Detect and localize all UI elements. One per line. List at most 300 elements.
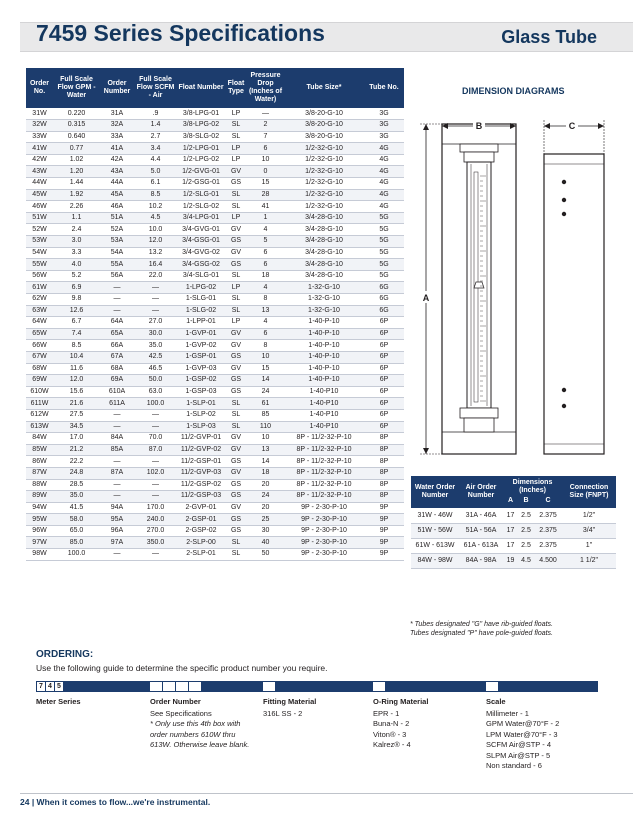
order-number-note-3: 613W. Otherwise leave blank. xyxy=(150,740,250,749)
table-cell: 6P xyxy=(364,351,404,363)
table-row xyxy=(411,538,616,553)
table-cell: 35.0 xyxy=(134,340,177,352)
table-row xyxy=(26,525,404,537)
table-cell: 52A xyxy=(100,224,134,236)
label-c: C xyxy=(568,121,576,131)
table-cell: 41W xyxy=(26,143,53,155)
table-cell: 1/2-32-G-10 xyxy=(284,189,364,201)
table-cell: 1-GVP-02 xyxy=(177,340,225,352)
table-cell: 2.5 xyxy=(518,508,534,523)
table-cell: 20 xyxy=(247,502,284,514)
table-cell: 50 xyxy=(247,549,284,561)
table-cell: 66A xyxy=(100,340,134,352)
table-cell: 5G xyxy=(364,270,404,282)
table-cell: GV xyxy=(225,363,247,375)
oring-material-column xyxy=(373,697,428,751)
table-cell: 70.0 xyxy=(134,433,177,445)
table-cell: 85W xyxy=(26,444,53,456)
label-b: B xyxy=(475,121,483,131)
table-cell: 85A xyxy=(100,444,134,456)
table-cell: 2.375 xyxy=(534,523,562,538)
table-cell: SL xyxy=(225,120,247,132)
table-cell: 94W xyxy=(26,502,53,514)
table-cell: GS xyxy=(225,386,247,398)
table-cell: — xyxy=(134,305,177,317)
table-cell: 612W xyxy=(26,409,53,421)
order-number-header: Order Number xyxy=(150,697,201,706)
table-cell: 1-LPG-02 xyxy=(177,282,225,294)
table-cell: 1/2-LPG-02 xyxy=(177,154,225,166)
table-cell: 30 xyxy=(247,525,284,537)
table-cell: — xyxy=(134,421,177,433)
table-cell: 50.0 xyxy=(134,375,177,387)
table-cell: — xyxy=(100,282,134,294)
specifications-table xyxy=(26,68,404,561)
table-cell: 86W xyxy=(26,456,53,468)
table-cell: 1.20 xyxy=(53,166,100,178)
table-row xyxy=(26,120,404,132)
table-row xyxy=(26,444,404,456)
table-cell: 84W xyxy=(26,433,53,445)
table-cell: 9P xyxy=(364,537,404,549)
oring-item: Buna-N - 2 xyxy=(373,719,410,728)
table-cell: 9.8 xyxy=(53,294,100,306)
table-cell: 1-SLP-03 xyxy=(177,421,225,433)
table-cell: 96W xyxy=(26,525,53,537)
table-cell: LP xyxy=(225,143,247,155)
page-title: 7459 Series Specifications xyxy=(36,20,325,46)
table-row xyxy=(26,259,404,271)
table-cell: 3/4-LPG-01 xyxy=(177,212,225,224)
table-cell: 14 xyxy=(247,375,284,387)
table-cell: 85.0 xyxy=(53,537,100,549)
side-view xyxy=(544,154,604,454)
table-cell: 9P - 2-30-P-10 xyxy=(284,502,364,514)
table-cell: SL xyxy=(225,189,247,201)
table-cell: 4 xyxy=(247,282,284,294)
table-row xyxy=(26,143,404,155)
table-row xyxy=(26,189,404,201)
table-cell: 68A xyxy=(100,363,134,375)
table-cell: 8.5 xyxy=(53,340,100,352)
table-cell: 24 xyxy=(247,386,284,398)
table-cell: 1 xyxy=(247,212,284,224)
table-cell: LP xyxy=(225,108,247,120)
table-cell: 1-40-P-10 xyxy=(284,363,364,375)
code-box-oring xyxy=(373,682,385,691)
table-cell: 67A xyxy=(100,351,134,363)
table-cell: 8P - 11/2-32-P-10 xyxy=(284,467,364,479)
table-cell: — xyxy=(134,491,177,503)
table-cell: GS xyxy=(225,351,247,363)
tube-note-line-1: * Tubes designated "G" have rib-guided floats. xyxy=(410,621,553,628)
table-cell: 6P xyxy=(364,386,404,398)
table-cell: 3/4" xyxy=(562,523,616,538)
table-row xyxy=(26,398,404,410)
table-cell: 350.0 xyxy=(134,537,177,549)
table-cell: 58.0 xyxy=(53,514,100,526)
table-cell: 10.0 xyxy=(134,224,177,236)
table-row xyxy=(26,294,404,306)
spec-column-header: Order Number xyxy=(100,68,134,108)
table-row xyxy=(26,491,404,503)
table-cell: 5.2 xyxy=(53,270,100,282)
table-cell: 3/4-GSG-01 xyxy=(177,236,225,248)
table-cell: 9P - 2-30-P-10 xyxy=(284,537,364,549)
table-cell: 1-GVP-01 xyxy=(177,328,225,340)
table-cell: 1/2-SLG-02 xyxy=(177,201,225,213)
oring-item: Viton® - 3 xyxy=(373,729,407,739)
table-cell: GS xyxy=(225,491,247,503)
table-cell: 87W xyxy=(26,467,53,479)
table-cell: — xyxy=(100,294,134,306)
table-cell: 8P xyxy=(364,433,404,445)
table-cell: 170.0 xyxy=(134,502,177,514)
table-cell: 2-GSP-02 xyxy=(177,525,225,537)
table-cell: 9P xyxy=(364,525,404,537)
table-cell: 270.0 xyxy=(134,525,177,537)
table-cell: 28.5 xyxy=(53,479,100,491)
table-row xyxy=(26,502,404,514)
table-row xyxy=(26,224,404,236)
table-cell: 0.315 xyxy=(53,120,100,132)
table-cell: 6P xyxy=(364,340,404,352)
table-cell: 1-32-G-10 xyxy=(284,282,364,294)
dim-header-air: Air Order Number xyxy=(459,476,503,508)
scale-item: GPM Water@70°F - 2 xyxy=(486,719,560,728)
table-cell: 3/4-28-G-10 xyxy=(284,236,364,248)
table-cell: 5.0 xyxy=(134,166,177,178)
table-cell: 1-LPP-01 xyxy=(177,317,225,329)
table-cell: 8P - 11/2-32-P-10 xyxy=(284,491,364,503)
table-cell: 9P xyxy=(364,514,404,526)
table-cell: 6P xyxy=(364,328,404,340)
table-cell: 8P xyxy=(364,467,404,479)
table-row xyxy=(26,363,404,375)
table-cell: 15.6 xyxy=(53,386,100,398)
table-cell: 54A xyxy=(100,247,134,259)
table-cell: 2 xyxy=(247,120,284,132)
table-cell: 2.375 xyxy=(534,538,562,553)
table-row xyxy=(26,178,404,190)
table-cell: GV xyxy=(225,502,247,514)
table-cell: 8 xyxy=(247,294,284,306)
table-cell: 5G xyxy=(364,259,404,271)
table-cell: 97A xyxy=(100,537,134,549)
table-cell: 84W - 98W xyxy=(411,553,459,568)
table-cell: 18 xyxy=(247,270,284,282)
table-cell: 30.0 xyxy=(134,328,177,340)
table-cell: GS xyxy=(225,259,247,271)
table-cell: 610W xyxy=(26,386,53,398)
scale-item: Non standard - 6 xyxy=(486,761,542,770)
table-row xyxy=(26,549,404,561)
scale-item: LPM Water@70°F - 3 xyxy=(486,729,558,739)
table-cell: 1-SLG-02 xyxy=(177,305,225,317)
table-cell: 66W xyxy=(26,340,53,352)
table-cell: 8P xyxy=(364,491,404,503)
table-cell: 45W xyxy=(26,189,53,201)
table-cell: 4.5 xyxy=(518,553,534,568)
table-cell: 25 xyxy=(247,514,284,526)
table-cell: 67W xyxy=(26,351,53,363)
table-cell: 69W xyxy=(26,375,53,387)
table-cell: 1/2-SLG-01 xyxy=(177,189,225,201)
table-cell: 17 xyxy=(503,538,518,553)
order-number-line: See Specifications xyxy=(150,708,212,718)
table-cell: 6P xyxy=(364,398,404,410)
table-cell: 1/2-32-G-10 xyxy=(284,201,364,213)
table-row xyxy=(26,154,404,166)
table-row xyxy=(26,317,404,329)
table-cell: 31A - 46A xyxy=(459,508,503,523)
table-cell: 1/2-32-G-10 xyxy=(284,154,364,166)
table-cell: 32W xyxy=(26,120,53,132)
table-cell: LP xyxy=(225,282,247,294)
table-cell: 3/4-GVG-01 xyxy=(177,224,225,236)
table-row xyxy=(26,340,404,352)
table-row xyxy=(26,386,404,398)
table-cell: 41A xyxy=(100,143,134,155)
table-row xyxy=(26,328,404,340)
table-cell: 1/2-32-G-10 xyxy=(284,178,364,190)
table-cell: 84A xyxy=(100,433,134,445)
table-cell: 56W xyxy=(26,270,53,282)
table-cell: 51W xyxy=(26,212,53,224)
table-cell: 1/2-32-G-10 xyxy=(284,143,364,155)
table-cell: GS xyxy=(225,479,247,491)
table-cell: GV xyxy=(225,444,247,456)
table-cell: 85 xyxy=(247,409,284,421)
dimension-a xyxy=(420,124,442,454)
oring-item: EPR - 1 xyxy=(373,708,400,718)
table-cell: 13 xyxy=(247,305,284,317)
table-cell: 1-40-P-10 xyxy=(284,375,364,387)
table-row xyxy=(26,166,404,178)
table-cell: 31W xyxy=(26,108,53,120)
table-cell: 3/8-SLG-02 xyxy=(177,131,225,143)
table-cell: SL xyxy=(225,549,247,561)
spec-column-header: Tube No. xyxy=(364,68,404,108)
table-cell: — xyxy=(247,108,284,120)
table-cell: GS xyxy=(225,525,247,537)
table-cell: 1-40-P10 xyxy=(284,409,364,421)
table-cell: 3/8-LPG-02 xyxy=(177,120,225,132)
table-cell: 24.8 xyxy=(53,467,100,479)
table-cell: 1.92 xyxy=(53,189,100,201)
table-cell: 68W xyxy=(26,363,53,375)
table-cell: 5G xyxy=(364,236,404,248)
table-cell: 45A xyxy=(100,189,134,201)
table-cell: 6P xyxy=(364,363,404,375)
table-cell: 65A xyxy=(100,328,134,340)
table-cell: SL xyxy=(225,201,247,213)
table-cell: 8P - 11/2-32-P-10 xyxy=(284,433,364,445)
table-cell: — xyxy=(100,549,134,561)
table-cell: GS xyxy=(225,236,247,248)
table-row xyxy=(26,108,404,120)
table-cell: 51A - 56A xyxy=(459,523,503,538)
table-cell: 27.0 xyxy=(134,317,177,329)
table-cell: 84A - 98A xyxy=(459,553,503,568)
table-cell: 4G xyxy=(364,166,404,178)
dimensions-body xyxy=(411,508,616,568)
table-cell: 21.6 xyxy=(53,398,100,410)
table-cell: 240.0 xyxy=(134,514,177,526)
table-cell: 22.0 xyxy=(134,270,177,282)
code-box-order-4 xyxy=(189,682,201,691)
table-row xyxy=(26,409,404,421)
table-cell: 3/8-20-G-10 xyxy=(284,131,364,143)
table-cell: 12.0 xyxy=(53,375,100,387)
table-cell: 8 xyxy=(247,340,284,352)
table-cell: 8P - 11/2-32-P-10 xyxy=(284,456,364,468)
table-row xyxy=(26,479,404,491)
table-cell: — xyxy=(100,491,134,503)
code-box-order-2 xyxy=(163,682,175,691)
table-cell: 8P - 11/2-32-P-10 xyxy=(284,444,364,456)
code-box-3: 5 xyxy=(55,682,63,691)
spec-column-header: Order No. xyxy=(26,68,53,108)
oring-item: Kalrez® - 4 xyxy=(373,740,411,749)
table-cell: 61 xyxy=(247,398,284,410)
table-cell: 65W xyxy=(26,328,53,340)
table-cell: 5G xyxy=(364,224,404,236)
fitting-material-column xyxy=(263,697,316,719)
table-cell: 54W xyxy=(26,247,53,259)
table-cell: 102.0 xyxy=(134,467,177,479)
table-cell: 15 xyxy=(247,178,284,190)
scale-column xyxy=(486,697,559,772)
table-cell: 2.375 xyxy=(534,508,562,523)
ordering-code-bar xyxy=(36,681,598,692)
table-cell: 2.5 xyxy=(518,538,534,553)
table-row xyxy=(26,305,404,317)
table-row xyxy=(26,270,404,282)
table-cell: 61W xyxy=(26,282,53,294)
table-row xyxy=(26,433,404,445)
table-cell: 9P - 2-30-P-10 xyxy=(284,549,364,561)
scale-item: Millimeter - 1 xyxy=(486,708,529,718)
table-cell: — xyxy=(100,479,134,491)
table-cell: 1-GSP-03 xyxy=(177,386,225,398)
table-cell: 17 xyxy=(503,508,518,523)
fitting-material-item: 316L SS - 2 xyxy=(263,708,303,718)
dimension-c xyxy=(544,119,604,154)
table-cell: 5G xyxy=(364,247,404,259)
table-cell: 3G xyxy=(364,108,404,120)
table-cell: 56A xyxy=(100,270,134,282)
table-cell: 9P xyxy=(364,502,404,514)
table-cell: 97W xyxy=(26,537,53,549)
table-cell: 3/4-GSG-02 xyxy=(177,259,225,271)
code-box-scale xyxy=(486,682,498,691)
table-cell: 1-32-G-10 xyxy=(284,305,364,317)
table-cell: 95W xyxy=(26,514,53,526)
table-cell: 17.0 xyxy=(53,433,100,445)
table-row xyxy=(26,375,404,387)
oring-material-header: O-Ring Material xyxy=(373,697,429,706)
table-cell: 2-SLP-01 xyxy=(177,549,225,561)
table-cell: 3G xyxy=(364,131,404,143)
table-cell: 1-SLG-01 xyxy=(177,294,225,306)
table-row xyxy=(26,421,404,433)
scale-item: SCFM Air@STP - 4 xyxy=(486,740,551,749)
table-cell: 11/2-GSP-01 xyxy=(177,456,225,468)
table-cell: GV xyxy=(225,247,247,259)
table-cell: 1-40-P10 xyxy=(284,421,364,433)
ordering-title: ORDERING: xyxy=(36,649,94,660)
table-cell: 613W xyxy=(26,421,53,433)
table-cell: LP xyxy=(225,212,247,224)
table-cell: 8P - 11/2-32-P-10 xyxy=(284,479,364,491)
table-cell: 95A xyxy=(100,514,134,526)
table-cell: — xyxy=(134,282,177,294)
table-cell: 53A xyxy=(100,236,134,248)
table-cell: 1.1 xyxy=(53,212,100,224)
table-cell: 0.220 xyxy=(53,108,100,120)
spec-column-header: Float Number xyxy=(177,68,225,108)
table-cell: 3/8-20-G-10 xyxy=(284,120,364,132)
dimension-diagram xyxy=(408,110,618,460)
scale-header: Scale xyxy=(486,697,506,706)
table-cell: 62W xyxy=(26,294,53,306)
spec-column-header: Pressure Drop (Inches of Water) xyxy=(247,68,284,108)
table-cell: 64W xyxy=(26,317,53,329)
table-cell: 4.500 xyxy=(534,553,562,568)
table-cell: 16.4 xyxy=(134,259,177,271)
table-cell: 4.4 xyxy=(134,154,177,166)
table-cell: 4G xyxy=(364,178,404,190)
table-cell: 4.5 xyxy=(134,212,177,224)
table-cell: 20 xyxy=(247,479,284,491)
table-cell: 3.0 xyxy=(53,236,100,248)
table-cell: 2-GVP-01 xyxy=(177,502,225,514)
table-cell: 4G xyxy=(364,201,404,213)
table-cell: 21.2 xyxy=(53,444,100,456)
table-cell: GV xyxy=(225,467,247,479)
meter-series-column xyxy=(36,697,81,709)
table-cell: 33A xyxy=(100,131,134,143)
dimension-diagrams-title: DIMENSION DIAGRAMS xyxy=(462,86,565,96)
spec-column-header: Full Scale Flow SCFM - Air xyxy=(134,68,177,108)
table-cell: 1/2-GSG-01 xyxy=(177,178,225,190)
table-row xyxy=(26,514,404,526)
table-cell: 2-GSP-01 xyxy=(177,514,225,526)
table-cell: SL xyxy=(225,537,247,549)
table-cell: 3/8-20-G-10 xyxy=(284,108,364,120)
table-cell: 6P xyxy=(364,409,404,421)
table-cell: 1-SLP-01 xyxy=(177,398,225,410)
table-cell: 89W xyxy=(26,491,53,503)
fitting-material-header: Fitting Material xyxy=(263,697,317,706)
dimensions-table xyxy=(411,476,616,569)
table-cell: 7 xyxy=(247,131,284,143)
table-cell: 611A xyxy=(100,398,134,410)
dim-header-b: B xyxy=(518,496,534,508)
table-cell: SL xyxy=(225,131,247,143)
table-cell: 4 xyxy=(247,224,284,236)
table-cell: GV xyxy=(225,340,247,352)
table-cell: 6 xyxy=(247,143,284,155)
table-row xyxy=(26,351,404,363)
table-cell: 3/8-LPG-01 xyxy=(177,108,225,120)
table-cell: 42W xyxy=(26,154,53,166)
table-cell: 17 xyxy=(503,523,518,538)
table-cell: 43A xyxy=(100,166,134,178)
meter-series-header: Meter Series xyxy=(36,697,81,706)
table-row xyxy=(26,282,404,294)
